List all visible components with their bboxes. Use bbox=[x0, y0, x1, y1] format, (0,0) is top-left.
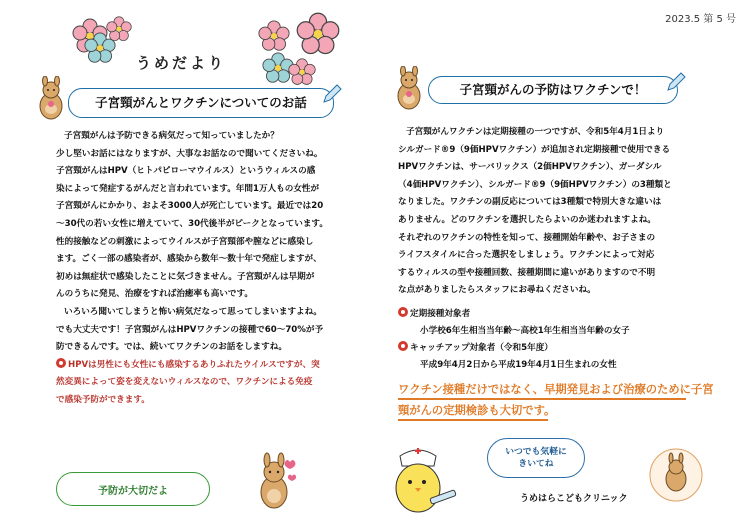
plum-blossom-icon bbox=[258, 20, 290, 52]
right-section-heading bbox=[428, 76, 678, 104]
clinic-logo-icon bbox=[648, 447, 704, 503]
text-line: ます。ごく一部の感染者が、感染から数年～数十年で発症しますが、 bbox=[56, 254, 322, 265]
vaccination-targets bbox=[398, 306, 630, 374]
flower-bullet-icon bbox=[398, 341, 408, 351]
catchup-label-text: キャッチアップ対象者（令和5年度） bbox=[410, 343, 553, 353]
text-line: いろいろ聞いてしまうと怖い病気だなって思ってしまいますよね。 bbox=[64, 306, 322, 317]
issue-number: 2023.5 第 5 号 bbox=[665, 14, 736, 25]
plum-blossom-icon bbox=[106, 16, 132, 42]
kangaroo-icon bbox=[34, 76, 68, 122]
left-section-heading bbox=[68, 88, 334, 118]
underline bbox=[398, 398, 686, 400]
speech-bubble-right bbox=[487, 438, 585, 478]
right-heading-text: 子宮頸がんの予防はワクチンで！ bbox=[459, 82, 647, 97]
plum-blossom-icon bbox=[288, 58, 316, 86]
note-text: HPVは男性にも女性にも感染するありふれたウイルスですが、突 bbox=[68, 359, 320, 370]
catchup-value: 平成9年4月2日から平成19年4月1日生まれの女性 bbox=[420, 360, 617, 370]
text-line: んのうちに発見、治療をすれば治癒率も高いです。 bbox=[56, 289, 253, 300]
speech-line: いつでも気軽に bbox=[505, 447, 567, 457]
clinic-name: うめはらこどもクリニック bbox=[520, 494, 628, 504]
text-line: するウィルスの型や接種回数、接種期間に違いがありますので不明 bbox=[398, 267, 656, 278]
left-body bbox=[56, 128, 328, 410]
plum-blossom-icon bbox=[296, 12, 340, 56]
text-line: 防できるんです。では、続いてワクチンのお話をしますね。 bbox=[56, 342, 287, 353]
newsletter-title: うめだより bbox=[136, 54, 227, 72]
nurse-chick-icon bbox=[386, 438, 462, 518]
flower-bullet-icon bbox=[56, 358, 66, 368]
text-line: 子宮頸がんにかかり、およそ3000人が死亡しています。最近では20 bbox=[56, 201, 324, 212]
text-line: 染によって発症するがんだと言われています。年間1万人もの女性が bbox=[56, 183, 320, 194]
emphasis-line: ワクチン接種だけではなく、早期発見および治療のために子宮 bbox=[398, 383, 714, 396]
text-line: ～30代の若い女性に増えていて、30代後半がピークとなっています。 bbox=[56, 218, 328, 229]
text-line: 初めは無症状で感染したことに気づきません。子宮頸がんは早期が bbox=[56, 271, 315, 282]
right-body bbox=[398, 124, 672, 300]
text-line: HPVワクチンは、サーバリックス（2価HPVワクチン）、ガーダシル bbox=[398, 162, 662, 173]
text-line: でも大丈夫です！子宮頸がんはHPVワクチンの接種で60～70%が予 bbox=[56, 324, 324, 335]
text-line: 子宮頸がんはHPV（ヒトパピローマウイルス）というウィルスの感 bbox=[56, 166, 316, 177]
text-line: 性的接触などの刺激によってウイルスが子宮頸部や膣などに感染し bbox=[56, 236, 314, 247]
catchup-label bbox=[398, 340, 630, 357]
note-line bbox=[56, 357, 328, 375]
text-line: 子宮頸がんは予防できる病気だって知っていましたか？ bbox=[64, 131, 279, 141]
flower-bullet-icon bbox=[398, 307, 408, 317]
text-line: ありません。どのワクチンを選択したらよいのか迷われますよね。 bbox=[398, 214, 656, 225]
pencil-icon bbox=[665, 71, 687, 93]
speech-bubble-left bbox=[56, 472, 210, 506]
routine-label bbox=[398, 306, 630, 323]
text-line: それぞれのワクチンの特性を知って、接種開始年齢や、お子さまの bbox=[398, 232, 656, 243]
underline bbox=[398, 419, 548, 421]
routine-value: 小学校6年生相当当年齢～高校1年生相当当年齢の女子 bbox=[420, 326, 630, 336]
note-line: で感染予防ができます。 bbox=[56, 394, 150, 405]
note-line: 然変異によって姿を変えないウィルスなので、ワクチンによる免疫 bbox=[56, 377, 313, 388]
speech-line: きいてね bbox=[518, 459, 554, 469]
text-line: ライフスタイルに合った選択をしましょう。ワクチンによって対応 bbox=[398, 250, 655, 261]
emphasis-line: 頸がんの定期検診も大切です。 bbox=[398, 404, 556, 417]
text-line: な点がありましたらスタッフにお尋ねくださいね。 bbox=[398, 285, 596, 296]
text-line: シルガード®9（9価HPVワクチン）が追加され定期接種で使用できる bbox=[398, 144, 671, 155]
kangaroo-icon bbox=[392, 66, 426, 112]
pencil-icon bbox=[321, 83, 343, 105]
text-line: なりました。ワクチンの副反応については3種類で特別大きな違いは bbox=[398, 197, 662, 208]
emphasis-text bbox=[398, 379, 714, 421]
text-line: 子宮頸がんワクチンは定期接種の一つですが、令和5年4月1日より bbox=[406, 127, 665, 137]
kangaroo-icon bbox=[252, 452, 300, 512]
text-line: 少し堅いお話にはなりますが、大事なお話なので聞いてくださいね。 bbox=[56, 148, 323, 159]
left-heading-text: 子宮頸がんとワクチンについてのお話 bbox=[95, 95, 307, 110]
text-line: （4価HPVワクチン）、シルガード®9（9価HPVワクチン）の3種類と bbox=[398, 179, 672, 190]
routine-label-text: 定期接種対象者 bbox=[410, 309, 471, 319]
speech-text: 予防が大切だよ bbox=[98, 485, 168, 497]
